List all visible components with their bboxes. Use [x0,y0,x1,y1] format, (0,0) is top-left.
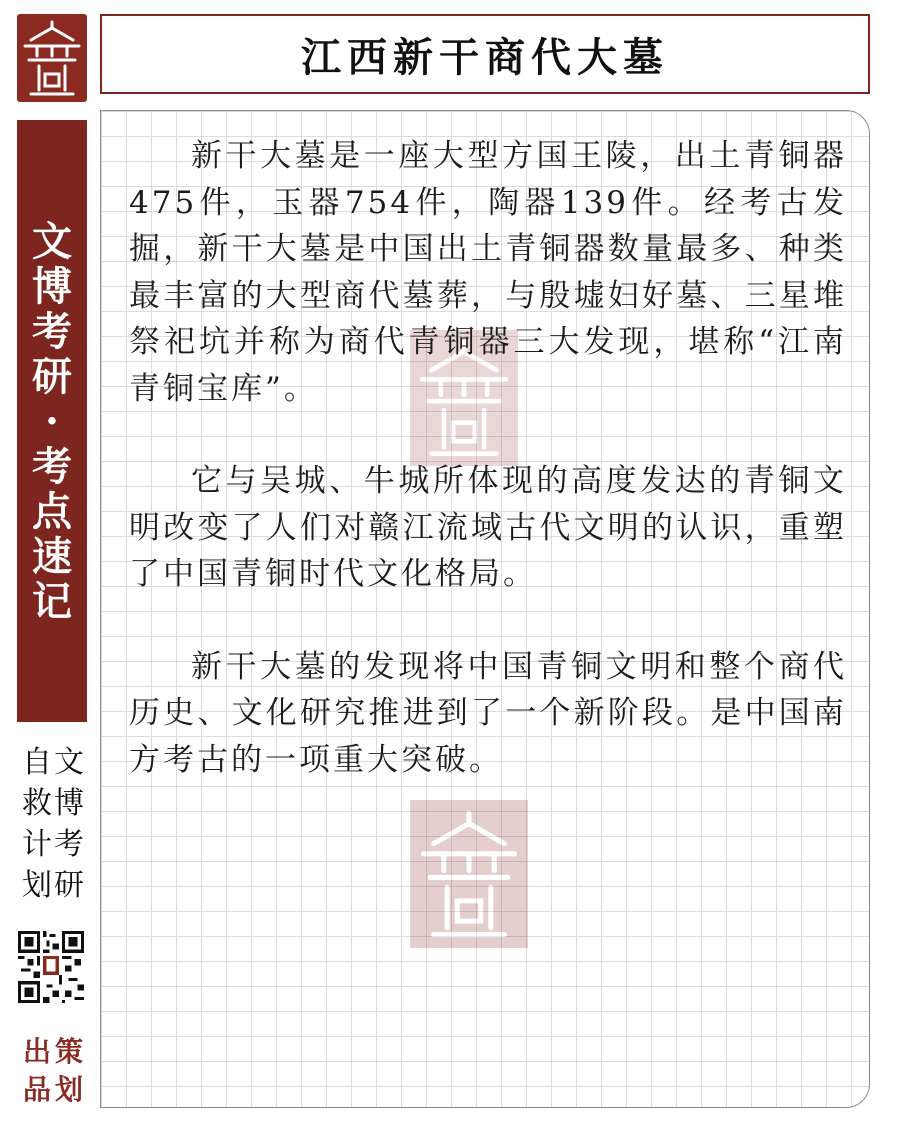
caption-char: 研 [54,868,84,903]
paragraph: 新干大墓是一座大型方国王陵，出土青铜器475件，玉器754件，陶器139件。经考古发掘，新干大墓是中国出土青铜器数量最多、种类最丰富的大型商代墓葬，与殷墟妇好墓、三星堆祭祀坑并称为商代青铜器三大发现，堪称“江南青铜宝库”。 [129,138,847,407]
caption-char: 救 [22,786,52,821]
caption-char: 博 [54,786,84,821]
self-rescue-caption [14,742,92,910]
caption-char: 自 [22,745,52,780]
qr-code-icon [18,930,84,1004]
caption-char: 划 [22,868,52,903]
caption-column-left [22,742,52,910]
producer-char: 品 [22,1073,51,1106]
page-title: 江西新干商代大墓 [301,33,669,81]
banner-char: 速 [32,532,72,580]
caption-char: 计 [22,827,52,862]
banner-char: 研 [32,352,72,400]
paragraph: 它与吴城、牛城所体现的高度发达的青铜文明改变了人们对赣江流域古代文明的认识，重塑了中国青铜时代文化格局。 [129,463,847,592]
caption-char: 考 [54,827,84,862]
caption-char: 文 [54,745,84,780]
brand-logo [17,14,87,102]
banner-char: 博 [32,262,72,310]
producer-char: 出 [22,1035,51,1068]
banner-char: 考 [32,307,72,355]
producer-char: 划 [55,1073,84,1106]
banner-char: 文 [32,217,72,265]
content-panel [100,110,870,1108]
producer-credit [14,1033,92,1113]
qr-code[interactable] [18,930,84,1004]
title-box [100,14,870,94]
producer-column-left [23,1033,51,1113]
temple-seal-icon [17,14,87,102]
banner-char: 点 [32,487,72,535]
article-body [129,133,847,829]
banner-char: · [45,397,59,445]
banner-char: 记 [32,577,72,625]
paragraph: 新干大墓的发现将中国青铜文明和整个商代历史、文化研究推进到了一个新阶段。是中国南方考古的一项重大突破。 [129,648,847,778]
caption-column-right [54,742,84,910]
producer-column-right [55,1033,83,1113]
series-banner [17,120,87,722]
banner-char: 考 [32,442,72,490]
producer-char: 策 [55,1035,84,1068]
